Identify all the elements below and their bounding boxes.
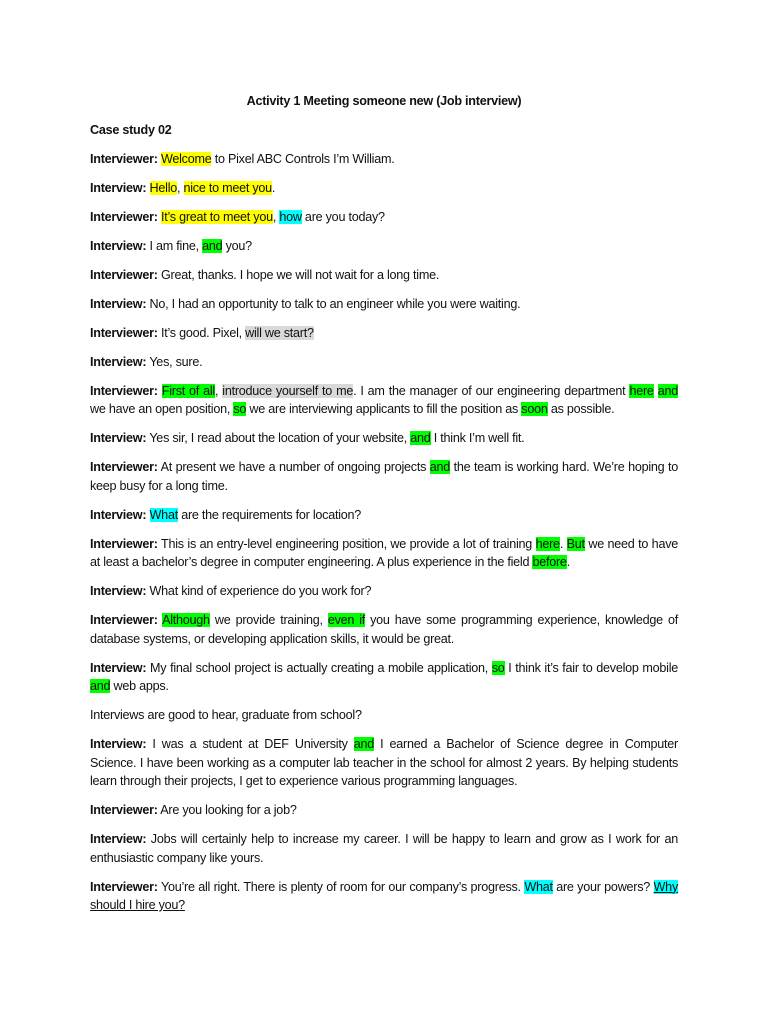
text-segment: are the requirements for location? (177, 507, 362, 522)
highlighted-phrase: and (90, 679, 111, 693)
text-segment: you have some programming experience, knowledge of database systems, or developing application skills, it would be great. (90, 613, 678, 646)
dialogue-paragraph (90, 324, 678, 343)
speaker-label: Interview: (90, 832, 147, 846)
text-segment: as possible. (547, 402, 615, 416)
text-segment: we are interviewing applicants to fill the position as (246, 402, 522, 416)
highlighted-phrase: and (429, 460, 450, 474)
highlighted-phrase: Welcome (160, 151, 212, 166)
text-segment: are you today? (301, 209, 385, 224)
text-segment: Jobs will certainly help to increase my career. I will be happy to learn and grow as I work for an enthusiastic company like yours. (90, 832, 678, 865)
text-segment: Great, thanks. I hope we will not wait for a long time. (157, 267, 440, 282)
text-segment: At present we have a number of ongoing projects (157, 460, 430, 474)
dialogue-paragraph (90, 878, 678, 915)
dialogue-paragraph (90, 353, 678, 372)
text-segment: . (559, 536, 567, 551)
text-segment: are your powers? (552, 879, 654, 894)
text-segment: we provide training, (209, 613, 328, 627)
document-page (90, 92, 678, 925)
speaker-label: Interviewer: (90, 460, 158, 474)
text-segment: . (566, 555, 570, 569)
text-segment: You’re all right. There is plenty of room for our company’s progress. (157, 879, 525, 894)
dialogue-paragraph (90, 659, 678, 696)
dialogue-paragraph (90, 735, 678, 791)
highlighted-phrase: Hello (149, 180, 177, 195)
speaker-label: Interview: (90, 238, 147, 253)
highlighted-phrase: and (410, 431, 431, 445)
text-segment: It’s good. Pixel, (157, 325, 246, 340)
text-segment: , (214, 383, 223, 398)
text-segment: we have an open position, (90, 402, 234, 416)
dialogue-paragraph (90, 611, 678, 648)
text-segment: Yes, sure. (146, 354, 203, 369)
text-segment: to Pixel ABC Controls I’m William. (211, 151, 395, 166)
highlighted-phrase: and (657, 383, 679, 398)
text-segment: What kind of experience do you work for? (146, 584, 372, 598)
speaker-label: Interview: (90, 584, 147, 598)
highlighted-phrase: how (279, 209, 302, 224)
text-segment: . I am the manager of our engineering department (353, 383, 630, 398)
dialogue-paragraph (90, 506, 678, 525)
speaker-label: Interview: (90, 431, 147, 445)
speaker-label: Interviewer: (90, 536, 158, 551)
speaker-label: Interviewer: (90, 613, 158, 627)
speaker-label: Interviewer: (90, 209, 158, 224)
text-segment: This is an entry-level engineering position, we provide a lot of training (157, 536, 536, 551)
speaker-label: Interviewer: (90, 151, 158, 166)
highlighted-phrase: What (149, 507, 178, 522)
highlighted-phrase: soon (521, 402, 548, 416)
text-segment: I am fine, (146, 238, 203, 253)
highlighted-phrase: Why (653, 879, 678, 894)
text-segment: I think it’s fair to develop mobile (504, 660, 678, 675)
dialogue-paragraph (90, 429, 678, 448)
text-segment: the team is working hard. We’re hoping to keep busy for a long time. (90, 460, 679, 493)
speaker-label: Interview: (90, 507, 147, 522)
speaker-label: Interviewer: (90, 879, 158, 894)
highlighted-phrase: It’s great to meet you (160, 209, 273, 224)
dialogue-paragraph (90, 208, 678, 227)
highlighted-phrase: here (629, 383, 654, 398)
text-segment: I think I’m well fit. (430, 431, 525, 445)
case-study-label: Case study 02 (90, 122, 172, 137)
highlighted-phrase: so (233, 402, 247, 416)
speaker-label: Interviewer: (90, 325, 158, 340)
text-segment: web apps. (110, 679, 169, 693)
highlighted-phrase: before (532, 555, 567, 569)
text-segment: . (271, 180, 276, 195)
highlighted-phrase: even if (327, 613, 366, 627)
highlighted-phrase: nice to meet you (183, 180, 272, 195)
text-segment: Interviews are good to hear, graduate from school? (90, 708, 362, 722)
text-segment: , (272, 209, 280, 224)
dialogue-paragraph (90, 830, 678, 867)
text-segment: we need to have at least a bachelor’s degree in computer engineering. A plus experience in the field (90, 536, 678, 569)
dialogue-paragraph (90, 535, 678, 572)
dialogue-paragraph (90, 801, 678, 820)
speaker-label: Interviewer: (90, 803, 158, 817)
text-segment: I was a student at DEF University (146, 737, 354, 751)
document-title: Activity 1 Meeting someone new (Job interview) (246, 94, 522, 108)
highlighted-phrase: so (491, 660, 505, 675)
text-segment: No, I had an opportunity to talk to an engineer while you were waiting. (146, 296, 521, 311)
dialogue-paragraph (90, 582, 678, 601)
highlighted-phrase: What (524, 879, 553, 894)
dialogue-paragraph (90, 266, 678, 285)
dialogue-paragraph (90, 458, 678, 495)
speaker-label: Interview: (90, 354, 147, 369)
highlighted-phrase: introduce yourself to me (222, 383, 354, 398)
text-segment: I earned a Bachelor of Science degree in Computer Science. I have been working as a computer lab teacher in the school for almost 2 years. By helping students learn through their projects, I get to experience various programming languages. (90, 737, 678, 788)
dialogue-paragraph (90, 237, 678, 256)
highlighted-phrase: will we start? (245, 325, 314, 340)
speaker-label: Interviewer: (90, 267, 158, 282)
highlighted-phrase: But (566, 536, 585, 551)
highlighted-phrase: First of all (161, 383, 215, 398)
speaker-label: Interview: (90, 660, 147, 675)
highlighted-phrase: Although (162, 613, 210, 627)
dialogue-paragraph (90, 295, 678, 314)
text-segment: , (177, 180, 184, 195)
highlighted-phrase: and (353, 737, 375, 751)
text-segment: My final school project is actually creating a mobile application, (146, 660, 492, 675)
text-segment: Yes sir, I read about the location of your website, (146, 431, 411, 445)
speaker-label: Interviewer: (90, 383, 158, 398)
text-segment: you? (222, 238, 252, 253)
speaker-label: Interview: (90, 180, 147, 195)
speaker-label: Interview: (90, 296, 147, 311)
dialogue-paragraph (90, 382, 678, 419)
dialogue-paragraph (90, 706, 678, 725)
speaker-label: Interview: (90, 737, 147, 751)
highlighted-phrase: and (202, 238, 223, 253)
dialogue-body (90, 150, 678, 915)
dialogue-paragraph (90, 179, 678, 198)
highlighted-phrase: should I hire you? (90, 898, 185, 912)
dialogue-paragraph (90, 150, 678, 169)
text-segment: Are you looking for a job? (157, 803, 297, 817)
highlighted-phrase: here (535, 536, 560, 551)
